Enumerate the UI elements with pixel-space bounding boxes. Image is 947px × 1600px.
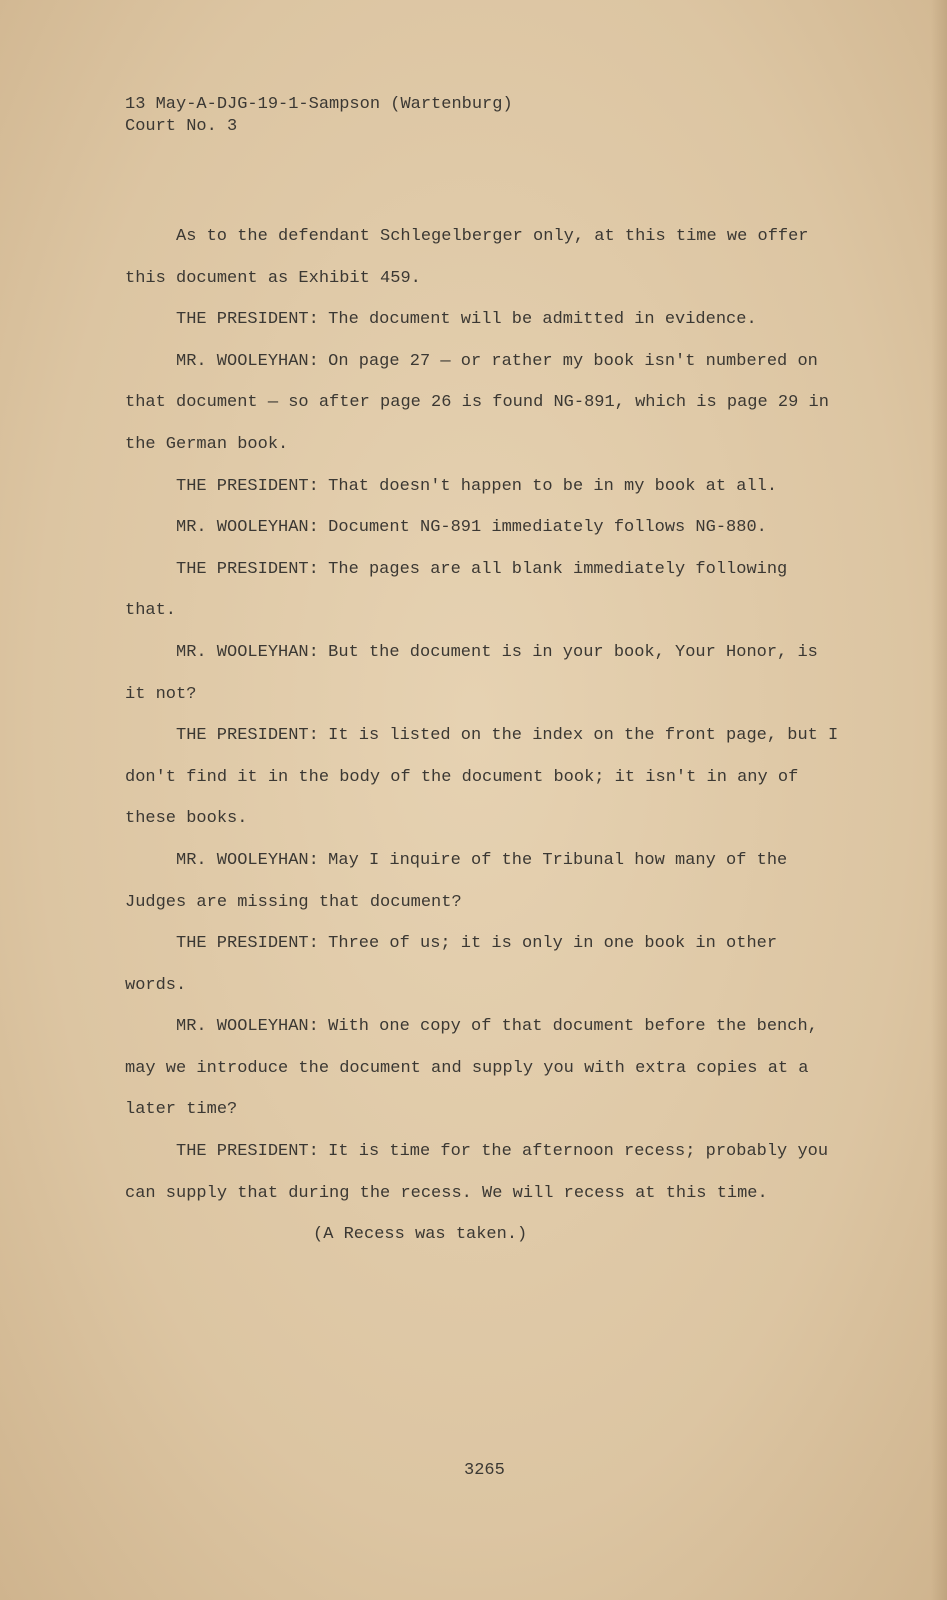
header-line-court: Court No. 3 (125, 117, 238, 136)
speaker-label: THE PRESIDENT: (176, 726, 319, 746)
recess-note: (A Recess was taken.) (313, 1225, 528, 1245)
speaker-label: THE PRESIDENT: (176, 1142, 319, 1162)
paragraph-text: Document NG-891 immediately follows NG-880. (328, 518, 767, 538)
transcript-paragraph (125, 507, 845, 549)
page-header (125, 94, 513, 138)
page-number: 3265 (464, 1461, 505, 1480)
transcript-paragraph (125, 715, 845, 840)
transcript-paragraph (125, 923, 845, 1006)
transcript-paragraph (125, 299, 845, 341)
paragraph-text: As to the defendant Schlegelberger only, at this time we offer this document as Exhibit 459. (125, 227, 809, 288)
transcript-paragraph (125, 1131, 845, 1214)
paragraph-text: It is listed on the index on the front page, but I don't find it in the body of the document book; it isn't in any of these books. (125, 726, 839, 829)
speaker-label: MR. WOOLEYHAN: (176, 1017, 319, 1037)
speaker-label: MR. WOOLEYHAN: (176, 518, 319, 538)
speaker-label: THE PRESIDENT: (176, 310, 319, 330)
transcript-paragraph (125, 1006, 845, 1131)
paragraph-text: That doesn't happen to be in my book at all. (328, 476, 778, 496)
paragraph-text: Three of us; it is only in one book in other words. (125, 934, 778, 995)
transcript-paragraph (125, 840, 845, 923)
transcript-paragraph (125, 549, 845, 632)
speaker-label: MR. WOOLEYHAN: (176, 642, 319, 662)
speaker-label: THE PRESIDENT: (176, 934, 319, 954)
speaker-label: THE PRESIDENT: (176, 559, 319, 579)
paragraph-text: The document will be admitted in evidence. (328, 310, 757, 330)
paragraph-text: On page 27 — or rather my book isn't numbered on that document — so after page 26 is found NG-891, which is page 29 in the German book. (125, 351, 829, 454)
paragraph-text: But the document is in your book, Your Honor, is it not? (125, 642, 818, 704)
transcript-body (125, 216, 845, 1256)
header-line-session: 13 May-A-DJG-19-1-Sampson (Wartenburg) (125, 95, 513, 114)
paragraph-text: With one copy of that document before the bench, may we introduce the document and supply you with extra copies at a later time? (125, 1017, 818, 1120)
speaker-label: MR. WOOLEYHAN: (176, 351, 319, 371)
speaker-label: THE PRESIDENT: (176, 476, 319, 496)
transcript-paragraph (125, 632, 845, 715)
paragraph-text: It is time for the afternoon recess; probably you can supply that during the recess. We will recess at this time. (125, 1142, 829, 1203)
paragraph-text: The pages are all blank immediately following that. (125, 559, 788, 621)
transcript-paragraph (125, 216, 845, 299)
speaker-label: MR. WOOLEYHAN: (176, 850, 319, 870)
transcript-paragraph (125, 341, 845, 466)
transcript-paragraph (125, 466, 845, 508)
paragraph-text: May I inquire of the Tribunal how many of the Judges are missing that document? (125, 850, 788, 912)
